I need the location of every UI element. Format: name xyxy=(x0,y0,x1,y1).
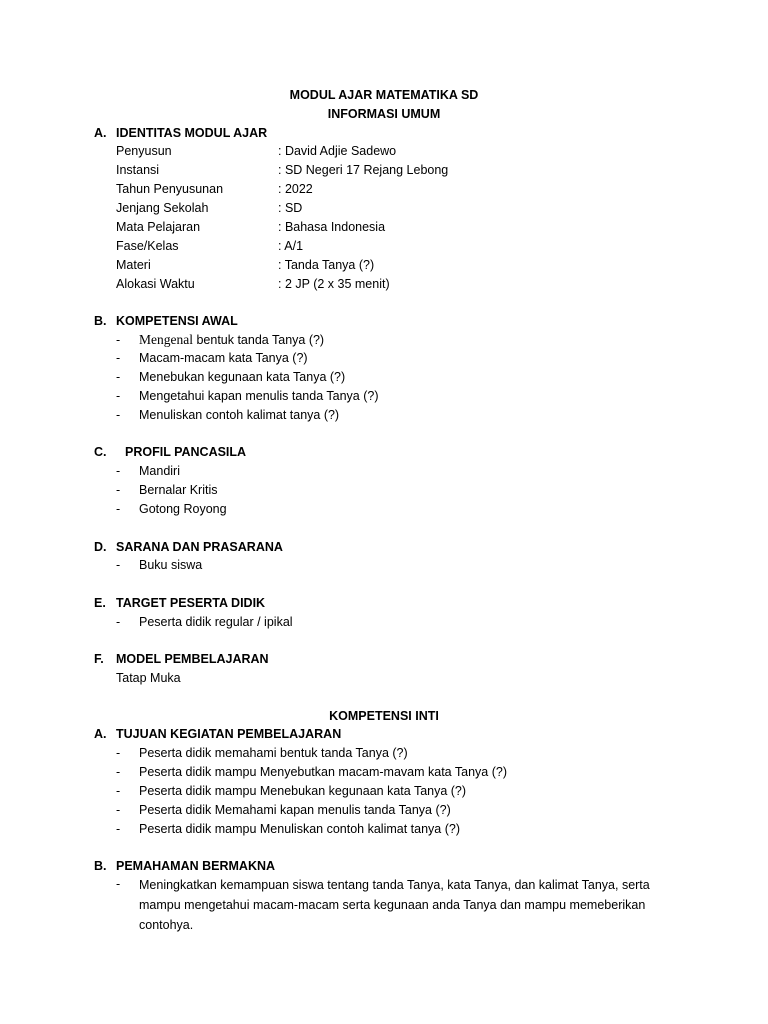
identity-key: Penyusun xyxy=(116,144,172,158)
identity-key: Tahun Penyusunan xyxy=(116,182,224,196)
list-item-text: Buku siswa xyxy=(139,558,203,572)
section-letter: A. xyxy=(94,727,107,741)
identity-key: Jenjang Sekolah xyxy=(116,201,209,215)
list-item-first-word: Mengenal xyxy=(139,332,193,347)
section-letter: B. xyxy=(94,314,107,328)
list-item-text: Bernalar Kritis xyxy=(139,483,218,497)
section-sarana-heading xyxy=(94,540,283,554)
bullet-dash: - xyxy=(116,351,121,365)
list-item-text: Peserta didik mampu Menyebutkan macam-mavam kata Tanya (?) xyxy=(139,765,507,779)
bullet-dash: - xyxy=(116,408,121,422)
section-title: KOMPETENSI AWAL xyxy=(116,314,238,328)
bullet-dash: - xyxy=(116,389,121,403)
bullet-dash: - xyxy=(116,765,121,779)
bullet-dash: - xyxy=(116,333,121,347)
document-title: MODUL AJAR MATEMATIKA SD xyxy=(289,88,479,102)
section-kompetensi-awal-heading xyxy=(94,314,238,328)
section-title: TARGET PESERTA DIDIK xyxy=(116,596,266,610)
identity-value: : 2022 xyxy=(278,182,313,196)
section-title: TUJUAN KEGIATAN PEMBELAJARAN xyxy=(116,727,342,741)
list-item-text: Mengetahui kapan menulis tanda Tanya (?) xyxy=(139,389,379,403)
list-item xyxy=(116,408,339,422)
identity-row xyxy=(116,163,448,177)
bullet-dash: - xyxy=(116,464,121,478)
section-letter: F. xyxy=(94,652,104,666)
list-item xyxy=(116,502,227,516)
section-letter: E. xyxy=(94,596,106,610)
bullet-dash: - xyxy=(116,746,121,760)
kompetensi-inti-title: KOMPETENSI INTI xyxy=(329,709,439,723)
identity-row xyxy=(116,220,385,234)
bullet-dash: - xyxy=(116,803,121,817)
section-title: PEMAHAMAN BERMAKNA xyxy=(116,859,276,873)
section-letter: B. xyxy=(94,859,107,873)
section-title: IDENTITAS MODUL AJAR xyxy=(116,126,268,140)
section-tujuan-heading xyxy=(94,727,341,741)
list-item xyxy=(116,370,345,384)
identity-value: : Tanda Tanya (?) xyxy=(278,258,375,272)
section-letter: A. xyxy=(94,126,107,140)
section-pemahaman-heading xyxy=(94,859,275,873)
list-item-text: bentuk tanda Tanya (?) xyxy=(192,333,325,347)
list-item xyxy=(116,483,218,497)
section-letter: D. xyxy=(94,540,107,554)
section-title: PROFIL PANCASILA xyxy=(125,445,247,459)
list-item-text: Menuliskan contoh kalimat tanya (?) xyxy=(139,408,340,422)
section-model-heading xyxy=(94,652,269,666)
list-item-text: Peserta didik regular / ipikal xyxy=(139,615,293,629)
bullet-dash: - xyxy=(116,370,121,384)
identity-value: : SD xyxy=(278,201,303,215)
identity-value: : A/1 xyxy=(278,239,304,253)
identity-key: Mata Pelajaran xyxy=(116,220,201,234)
list-item xyxy=(116,615,293,629)
list-item-text: Gotong Royong xyxy=(139,502,227,516)
identity-key: Instansi xyxy=(116,163,160,177)
section-profil-heading xyxy=(94,445,246,459)
list-item xyxy=(116,746,408,760)
identity-value: : SD Negeri 17 Rejang Lebong xyxy=(278,163,449,177)
list-item-text: Peserta didik memahami bentuk tanda Tanya (?) xyxy=(139,746,408,760)
list-item-text: Peserta didik mampu Menebukan kegunaan kata Tanya (?) xyxy=(139,784,467,798)
identity-row xyxy=(116,201,302,215)
section-title: SARANA DAN PRASARANA xyxy=(116,540,283,554)
list-item xyxy=(116,332,324,348)
list-item xyxy=(116,351,308,365)
identity-row xyxy=(116,258,374,272)
list-item xyxy=(116,558,202,572)
bullet-dash: - xyxy=(116,558,121,572)
section-letter: C. xyxy=(94,445,107,459)
list-item xyxy=(116,784,466,798)
section-target-heading xyxy=(94,596,265,610)
bullet-dash: - xyxy=(116,877,121,891)
section-paragraph: Meningkatkan kemampuan siswa tentang tanda Tanya, kata Tanya, dan kalimat Tanya, serta mampu mengetahui macam-macam serta kegunaan anda Tanya dan mampu memeberikan contohya. xyxy=(139,878,650,932)
bullet-dash: - xyxy=(116,502,121,516)
bullet-dash: - xyxy=(116,615,121,629)
list-item xyxy=(116,765,507,779)
identity-row xyxy=(116,144,396,158)
section-title: MODEL PEMBELAJARAN xyxy=(116,652,269,666)
bullet-dash: - xyxy=(116,483,121,497)
identity-row xyxy=(116,239,303,253)
section-text: Tatap Muka xyxy=(116,671,181,685)
identity-row xyxy=(116,277,390,291)
list-item-text: Peserta didik Memahami kapan menulis tanda Tanya (?) xyxy=(139,803,451,817)
section-identitas-heading xyxy=(94,126,267,140)
document-subtitle: INFORMASI UMUM xyxy=(327,107,441,121)
identity-key: Fase/Kelas xyxy=(116,239,179,253)
bullet-dash: - xyxy=(116,822,121,836)
list-item-text: Macam-macam kata Tanya (?) xyxy=(139,351,308,365)
list-item xyxy=(116,822,460,836)
list-item xyxy=(116,803,451,817)
identity-key: Alokasi Waktu xyxy=(116,277,195,291)
identity-value: : Bahasa Indonesia xyxy=(278,220,386,234)
identity-key: Materi xyxy=(116,258,151,272)
list-item xyxy=(116,464,180,478)
identity-value: : David Adjie Sadewo xyxy=(278,144,397,158)
identity-row xyxy=(116,182,313,196)
identity-value: : 2 JP (2 x 35 menit) xyxy=(278,277,390,291)
bullet-dash: - xyxy=(116,784,121,798)
list-item-text: Menebukan kegunaan kata Tanya (?) xyxy=(139,370,346,384)
list-item xyxy=(116,389,379,403)
list-item-text: Mandiri xyxy=(139,464,180,478)
list-item-text: Peserta didik mampu Menuliskan contoh kalimat tanya (?) xyxy=(139,822,460,836)
